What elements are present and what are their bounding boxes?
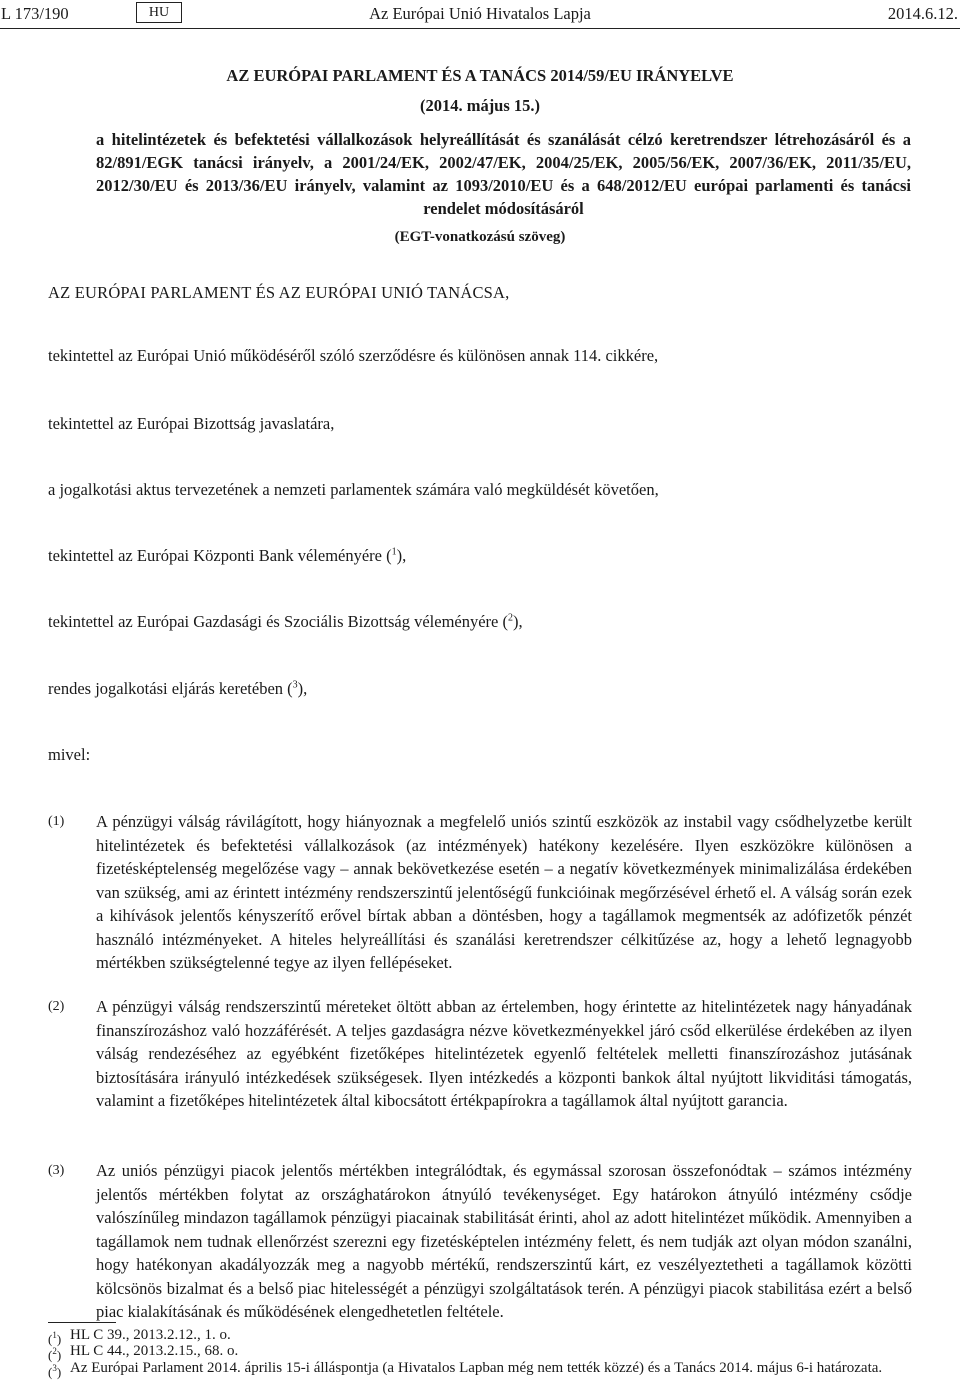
citation-text: tekintettel az Európai Központi Bank véleményére ( [48,546,392,565]
footnote [48,1343,912,1361]
citation-text: a jogalkotási aktus tervezetének a nemzeti parlamentek számára való megküldését követően, [48,480,659,499]
citation [48,480,659,500]
whereas-label: mivel: [48,745,91,764]
directive-title: AZ EURÓPAI PARLAMENT ÉS A TANÁCS 2014/59/EU IRÁNYELVE [226,66,734,85]
journal-title: Az Európai Unió Hivatalos Lapja [369,4,591,23]
footnote [48,1360,912,1378]
footnote-ref[interactable]: 1 [391,546,397,558]
footnote-ref[interactable]: 2 [508,612,513,624]
footnote-text: HL C 39., 2013.2.12., 1. o. [70,1327,231,1343]
page-header [0,2,960,26]
publication-date: 2014.6.12. [887,4,958,23]
enacting-authors: AZ EURÓPAI PARLAMENT ÉS AZ EURÓPAI UNIÓ TANÁCSA, [48,283,510,302]
header-divider [0,28,960,29]
recital-number: (3) [48,1163,65,1178]
recital-number: (2) [48,999,65,1014]
citation-text: tekintettel az Európai Bizottság javaslatára, [48,414,335,433]
footnote-text: Az Európai Parlament 2014. április 15-i álláspontja (a Hivatalos Lapban még nem tették közzé) és a Tanács 2014. május 6-i határozata. [70,1360,883,1376]
eea-relevance-note: (EGT-vonatkozású szöveg) [394,229,566,245]
footnote-mark: ($^2$) [48,1346,62,1363]
recital [48,995,912,1113]
recital [48,1159,912,1324]
recital-number: (1) [48,814,65,829]
footnote [48,1327,912,1345]
citation [48,346,658,366]
recital [48,810,912,975]
recital-text: A pénzügyi válság rendszerszintű méreteket öltött abban az értelemben, hogy érintette az hitelintézetek nagy hányadának finanszírozáshoz való hozzáférését. A teljes gazdaságra nézve következményekkel járó csőd elkerülése érdekében az ilyen válság rendezéséhez az egyébként fizetőképes hitelintézetek egyenlő feltételek melletti finanszírozáshoz jutásának biztosítására irányuló intézkedések szükségesek. Ilyen intézkedés a központi bankok által nyújtott likviditási támogatás, valamint a fizetőképes hitelintézetek által kibocsátott értékpapírokra a tagállamok által nyújtott garancia. [96,997,912,1110]
citation-tail: ), [513,612,523,631]
citation [48,414,334,434]
recital-text: A pénzügyi válság rávilágított, hogy hiányoznak a megfelelő uniós szintű eszközök az instabil vagy csődhelyzetbe került hitelintézetek és befektetési vállalkozások (az intézmények) hatékony kezelésére. Ilyen eszközökre különösen a fizetésképtelenség megelőzése vagy – annak bekövetkezése esetén – a negatív következmények minimalizálása érdekében van szükség, ami az érintett intézmény rendszerszintű jelentőségű funkcióinak megőrzésével érhető el. A válság során ezek a kihívások jelentős kényszerítő erővel bírtak abban a döntésben, hogy a tagállamok megmentsék az adófizetők pénzét használó intézményeket. A hiteles helyreállítási és szanálási keretrendszer célkitűzése az, hogy a lehető legnagyobb mértékben szükségtelenné tegye az ilyen fellépéseket. [96,812,912,972]
footnote-mark: ($^3$) [48,1363,62,1380]
citation-tail: ), [297,679,308,698]
recital-text: Az uniós pénzügyi piacok jelentős mértékben integrálódtak, és egymással szorosan összefonódtak – számos intézmény jelentős mértékben folytat az országhatárokon átnyúló tevékenységet. Egy határokon átnyúló intézmény csődje valószínűleg mindazon tagállamok pénzügyi piacainak stabilitását érinti, ahol az adott hitelintézet működik. Amennyiben a tagállamok nem tudnak ellenőrzést szerezni egy fizetésképtelen intézmény felett, és nem tudják azt olyan módon szanálni, hogy hatékonyan akadályozzák meg a nagyobb mértékű, rendszerszintű kárt, ez veszélyeztetheti a tagállamok közötti kölcsönös bizalmat és a belső piac hitelességét a pénzügyi szolgáltatások terén. A pénzügyi piacok stabilitása ezért a belső piac kialakításának és működésének elengedhetetlen feltétele. [96,1161,912,1321]
directive-date: (2014. május 15.) [419,96,541,115]
citation [48,612,523,632]
language-badge: HU [136,2,182,23]
footnote-divider [48,1322,116,1323]
citation-text: tekintettel az Európai Unió működéséről szóló szerződésre és különösen annak 114. cikkére, [48,346,659,365]
footnote-mark: ($^1$) [48,1330,62,1347]
page-number: L 173/190 [1,4,69,23]
citation-text: rendes jogalkotási eljárás keretében ( [48,679,293,698]
citation-tail: ), [396,546,407,565]
footnote-text: HL C 44., 2013.2.15., 68. o. [70,1343,239,1359]
citation-text: tekintettel az Európai Gazdasági és Szociális Bizottság véleményére ( [48,612,508,631]
footnote-ref[interactable]: 3 [292,679,298,691]
citation [48,679,307,699]
citation [48,546,406,566]
directive-subject: a hitelintézetek és befektetési vállalkozások helyreállítását és szanálását célzó keretrendszer létrehozásáról és a 82/891/EGK tanácsi irányelv, a 2001/24/EK, 2002/47/EK, 2004/25/EK, 2005/56/EK, 2007/36/EK, 2011/35/EU, 2012/30/EU és 2013/36/EU irányelv, valamint az 1093/2010/EU és a 648/2012/EU európai parlamenti és tanácsi rendelet módosításáról [96,130,911,218]
